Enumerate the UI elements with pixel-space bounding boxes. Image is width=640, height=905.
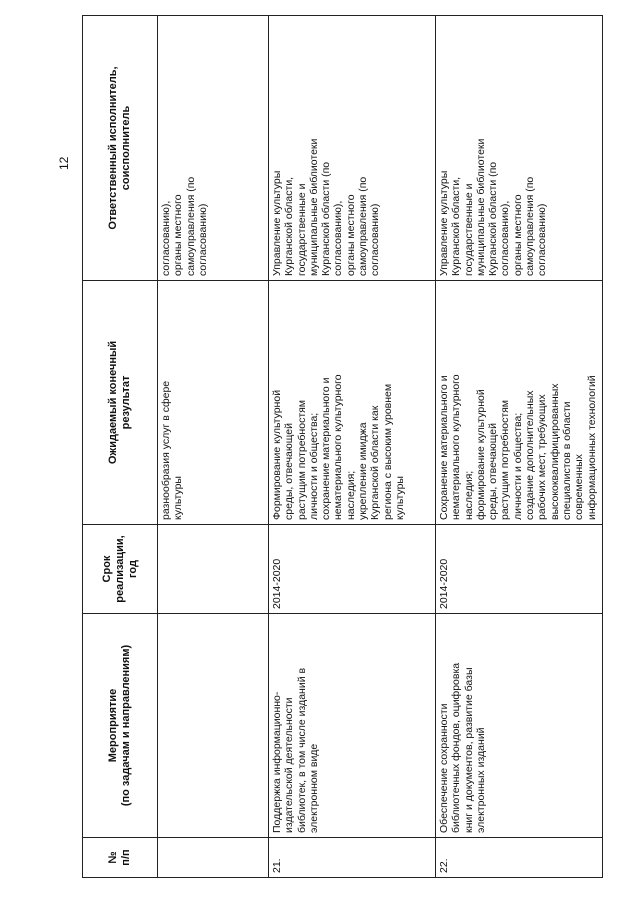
table-row (158, 16, 269, 878)
table-header-row (83, 16, 158, 878)
cell-term (158, 525, 269, 614)
cell-responsible: согласованию), органы местного самоуправления (по согласованию) (158, 16, 269, 281)
measures-table (82, 15, 603, 878)
cell-measure: Обеспечение сохранности библиотечных фондов, оцифровка книг и документов, развитие базы электронных изданий (436, 614, 603, 838)
cell-result: Сохранение материального и нематериального культурного наследия; формирование культурной среды, отвечающей растущим потребностям личности и общества; создание дополнительных рабочих мест, требующих высококвалифицированных специалистов в области современных информационных технологий (436, 281, 603, 525)
cell-number: 21. (269, 838, 436, 878)
cell-responsible: Управление культуры Курганской области, государственные и муниципальные библиотеки Курганской области (по согласованию), органы местного самоуправления (по согласованию) (436, 16, 603, 281)
table-row (436, 16, 603, 878)
cell-responsible: Управление культуры Курганской области, государственные и муниципальные библиотеки Курганской области (по согласованию), органы местного самоуправления (по согласованию) (269, 16, 436, 281)
cell-term: 2014-2020 (269, 525, 436, 614)
cell-measure: Поддержка информационно- издательской деятельности библиотек, в том числе изданий в электронном виде (269, 614, 436, 838)
cell-term: 2014-2020 (436, 525, 603, 614)
cell-measure (158, 614, 269, 838)
cell-result: разнообразия услуг в сфере культуры (158, 281, 269, 525)
header-term: Срок реализации, год (83, 525, 158, 614)
cell-number: 22. (436, 838, 603, 878)
header-number: № п/п (83, 838, 158, 878)
header-measure: Мероприятие (по задачам и направлениям) (83, 614, 158, 838)
header-responsible: Ответственный исполнитель, соисполнитель (83, 16, 158, 281)
page-number: 12 (57, 156, 71, 170)
table-row (269, 16, 436, 878)
cell-number (158, 838, 269, 878)
cell-result: Формирование культурной среды, отвечающей растущим потребностям личности и общества; сохранение материального и нематериального культурного наследия; укрепление имиджа Курганской области как региона с высоким уровнем культуры (269, 281, 436, 525)
rotated-table-sheet (82, 16, 602, 878)
header-result: Ожидаемый конечный результат (83, 281, 158, 525)
